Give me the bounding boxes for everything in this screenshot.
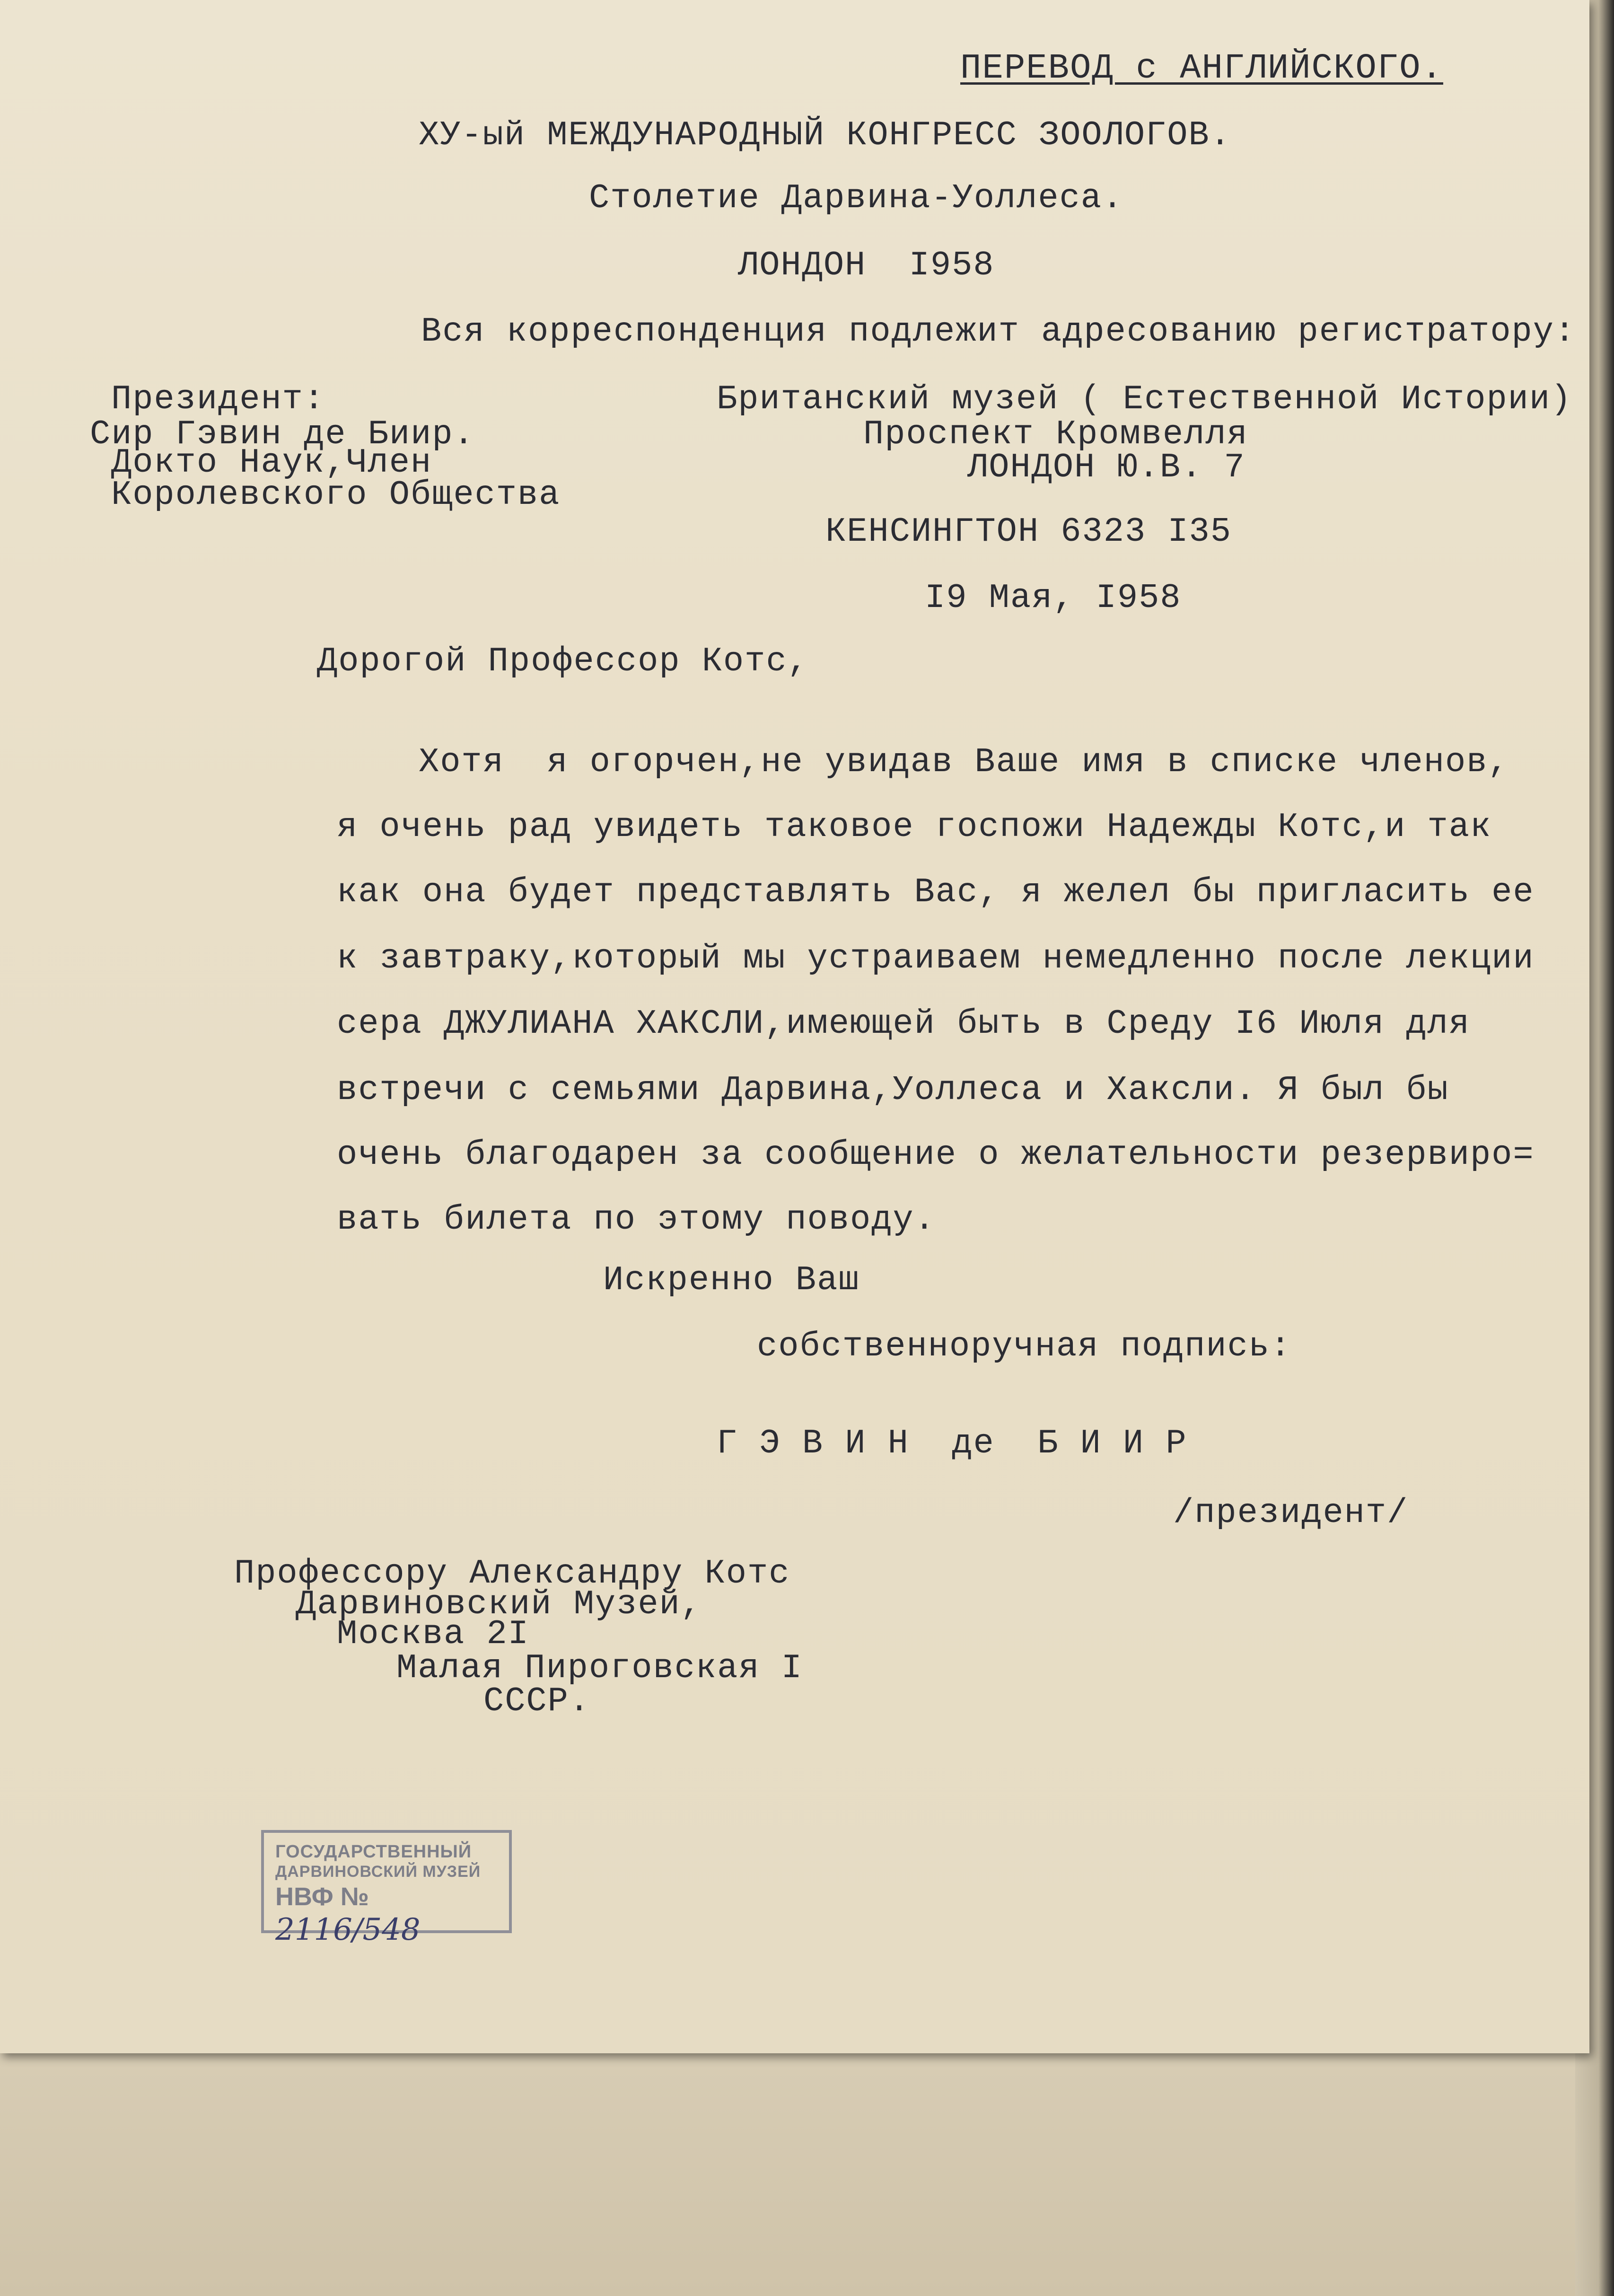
stamp-line-1: ГОСУДАРСТВЕННЫЙ: [275, 1842, 472, 1862]
correspondence-line: Вся корреспонденция подлежит адресованию регистратору:: [421, 312, 1576, 351]
stamp-prefix: НВФ №: [275, 1882, 369, 1911]
letter-date: I9 Мая, I958: [925, 579, 1182, 617]
city-year: ЛОНДОН I958: [738, 246, 995, 285]
body-line: я очень рад увидеть таковое госпожи Надежды Котс,и так: [337, 808, 1492, 846]
recipient-museum: Дарвиновский Музей,: [296, 1585, 702, 1624]
body-line: Хотя я огорчен,не увидав Ваше имя в списке членов,: [419, 743, 1509, 782]
museum-street: Проспект Кромвелля: [863, 415, 1248, 454]
president-name: Сир Гэвин де Биир.: [90, 415, 475, 454]
museum-name: Британский музей ( Естественной Истории): [717, 380, 1572, 419]
phone-number: КЕНСИНГТОН 6323 I35: [825, 512, 1232, 551]
signer-title: /президент/: [1173, 1494, 1409, 1532]
body-line: к завтраку,который мы устраиваем немедленно после лекции: [337, 939, 1535, 978]
salutation: Дорогой Профессор Котс,: [317, 642, 809, 681]
body-line: вать билета по этому поводу.: [337, 1200, 936, 1239]
president-degree: Докто Наук,Член: [111, 443, 432, 482]
signer-name: Г Э В И Н де Б И И Р: [717, 1424, 1187, 1463]
recipient-street: Малая Пироговская I: [396, 1649, 803, 1688]
under-sheet: [0, 2034, 1614, 2296]
body-line: сера ДЖУЛИАНА ХАКСЛИ,имеющей быть в Среду I6 Июля для: [337, 1004, 1470, 1043]
president-label: Президент:: [111, 380, 325, 419]
stamp-handwritten-number: 2116/548: [275, 1912, 421, 1948]
stamp-line-2: ДАРВИНОВСКИЙ МУЗЕЙ: [275, 1862, 481, 1881]
body-line: очень благодарен за сообщение о желательности резервиро=: [337, 1135, 1535, 1174]
congress-title: ХУ-ый МЕЖДУНАРОДНЫЙ КОНГРЕСС ЗООЛОГОВ.: [419, 116, 1231, 155]
recipient-city: Москва 2I: [337, 1615, 529, 1654]
recipient-country: СССР.: [483, 1682, 591, 1721]
archive-stamp: [261, 1830, 512, 1948]
recipient-name: Профессору Александру Котс: [234, 1554, 790, 1593]
centenary-line: Столетие Дарвина-Уоллеса.: [589, 179, 1124, 218]
president-society: Королевского Общества: [111, 475, 561, 514]
signature-note: собственноручная подпись:: [757, 1327, 1292, 1366]
body-line: как она будет представлять Вас, я желел бы пригласить ее: [337, 873, 1535, 912]
closing: Искренно Ваш: [603, 1261, 860, 1300]
museum-city: ЛОНДОН Ю.В. 7: [967, 448, 1246, 487]
translation-note: ПЕРЕВОД с АНГЛИЙСКОГО.: [960, 49, 1443, 88]
stamp-number-row: [275, 1882, 498, 1949]
body-line: встречи с семьями Дарвина,Уоллеса и Хаксли. Я был бы: [337, 1071, 1449, 1109]
